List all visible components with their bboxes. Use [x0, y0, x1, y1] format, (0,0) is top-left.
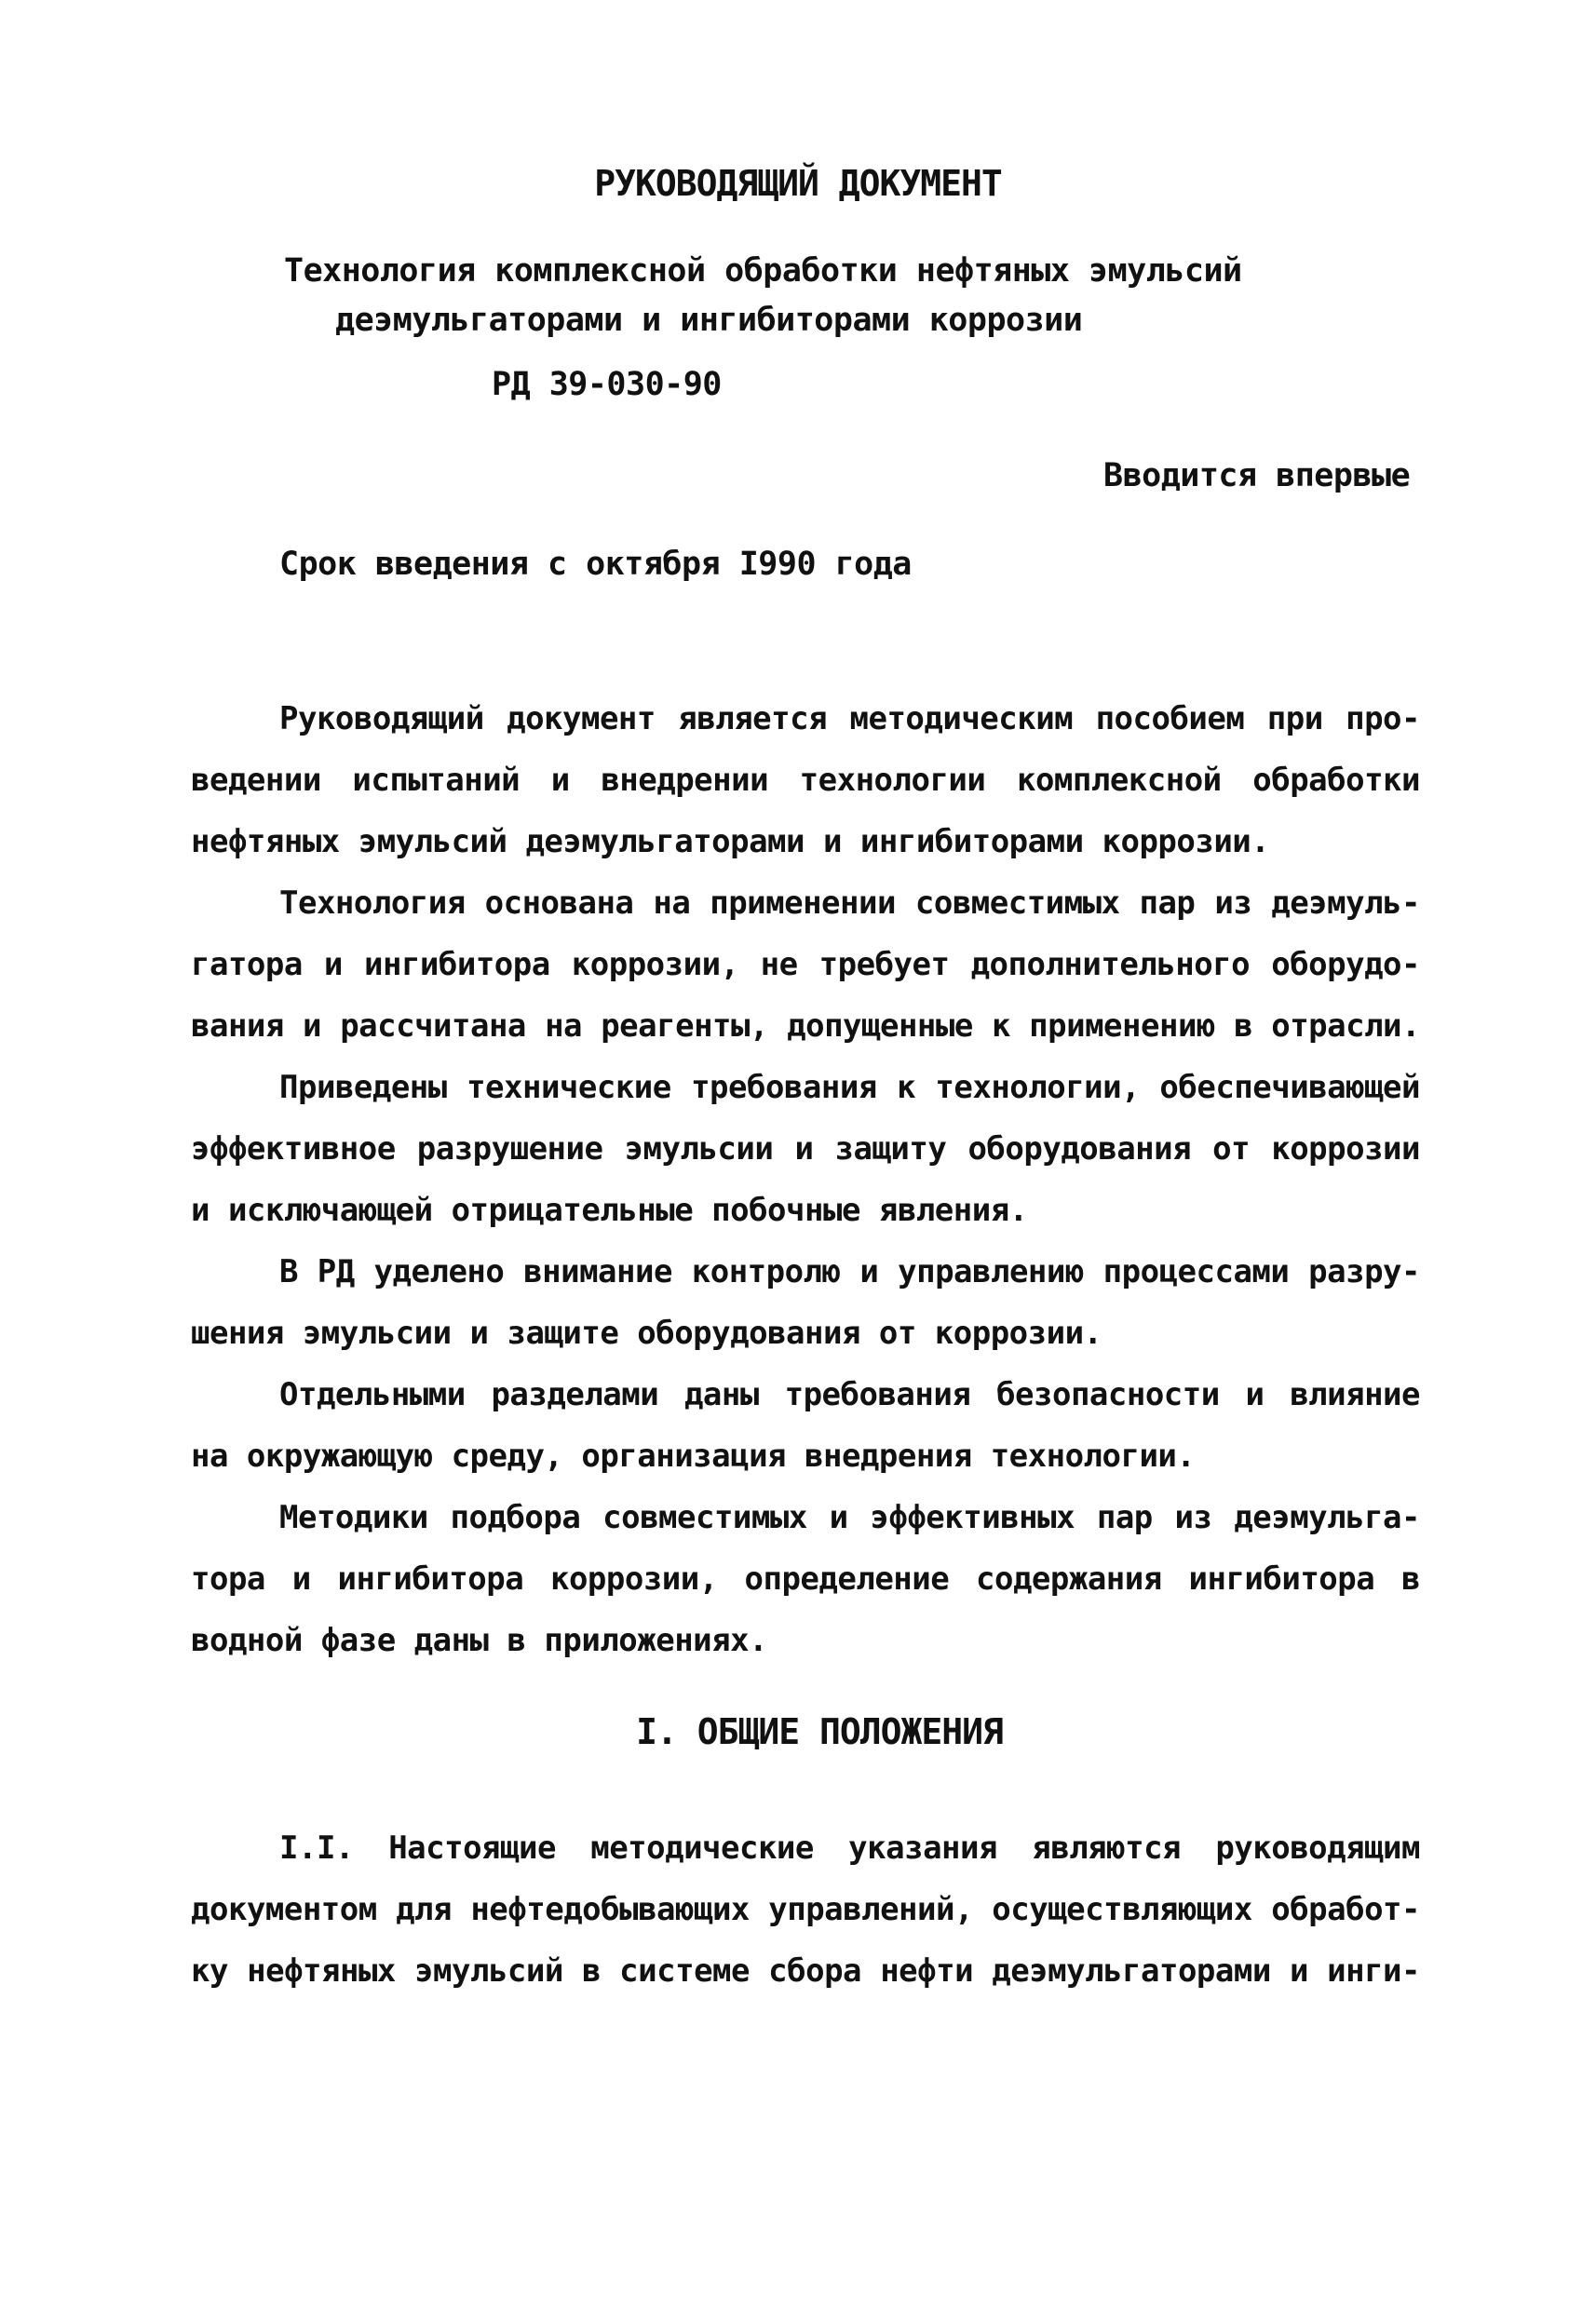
- text-line: Методики подбора совместимых и эффективных пар из деэмульга-: [279, 1499, 1420, 1536]
- text-line: тора и ингибитора коррозии, определение содержания ингибитора в: [191, 1560, 1420, 1598]
- text-line: Технология основана на применении совместимых пар из деэмуль-: [279, 884, 1420, 922]
- document-title-line-1: Технология комплексной обработки нефтяных эмульсий: [284, 252, 1242, 290]
- document-code: РД 39-030-90: [492, 366, 722, 403]
- text-line: вания и рассчитана на реагенты, допущенные к применению в отрасли.: [191, 1007, 1420, 1045]
- text-line: эффективное разрушение эмульсии и защиту оборудования от коррозии: [191, 1130, 1420, 1168]
- text-line: Отдельными разделами даны требования безопасности и влияние: [279, 1376, 1420, 1413]
- text-line: I.I. Настоящие методические указания являются руководящим: [279, 1830, 1420, 1867]
- text-line: водной фазе даны в приложениях.: [191, 1622, 768, 1659]
- text-line: документом для нефтедобывающих управлений, осуществляющих обработ-: [191, 1891, 1420, 1928]
- text-line: ведении испытаний и внедрении технологии комплексной обработки: [191, 762, 1420, 799]
- text-line: Приведены технические требования к технологии, обеспечивающей: [279, 1069, 1420, 1106]
- text-line: гатора и ингибитора коррозии, не требует дополнительного оборудо-: [191, 946, 1420, 983]
- text-line: В РД уделено внимание контролю и управлению процессами разру-: [279, 1253, 1420, 1290]
- text-line: нефтяных эмульсий деэмульгаторами и ингибиторами коррозии.: [191, 823, 1270, 860]
- text-line: ку нефтяных эмульсий в системе сбора нефти деэмульгаторами и инги-: [191, 1952, 1420, 1990]
- effective-date: Срок введения с октября I990 года: [279, 546, 912, 583]
- text-line: шения эмульсии и защите оборудования от коррозии.: [191, 1315, 1102, 1352]
- section-1-heading: I. ОБЩИЕ ПОЛОЖЕНИЯ: [636, 1711, 1003, 1752]
- text-line: и исключающей отрицательные побочные явления.: [191, 1192, 1028, 1229]
- document-status: Вводится впервые: [1103, 457, 1411, 494]
- document-type-heading: РУКОВОДЯЩИЙ ДОКУМЕНТ: [594, 163, 1002, 204]
- text-line: Руководящий документ является методическим пособием при про-: [279, 700, 1420, 737]
- text-line: на окружающую среду, организация внедрения технологии.: [191, 1438, 1196, 1475]
- document-title-line-2: деэмульгаторами и ингибиторами коррозии: [335, 302, 1083, 339]
